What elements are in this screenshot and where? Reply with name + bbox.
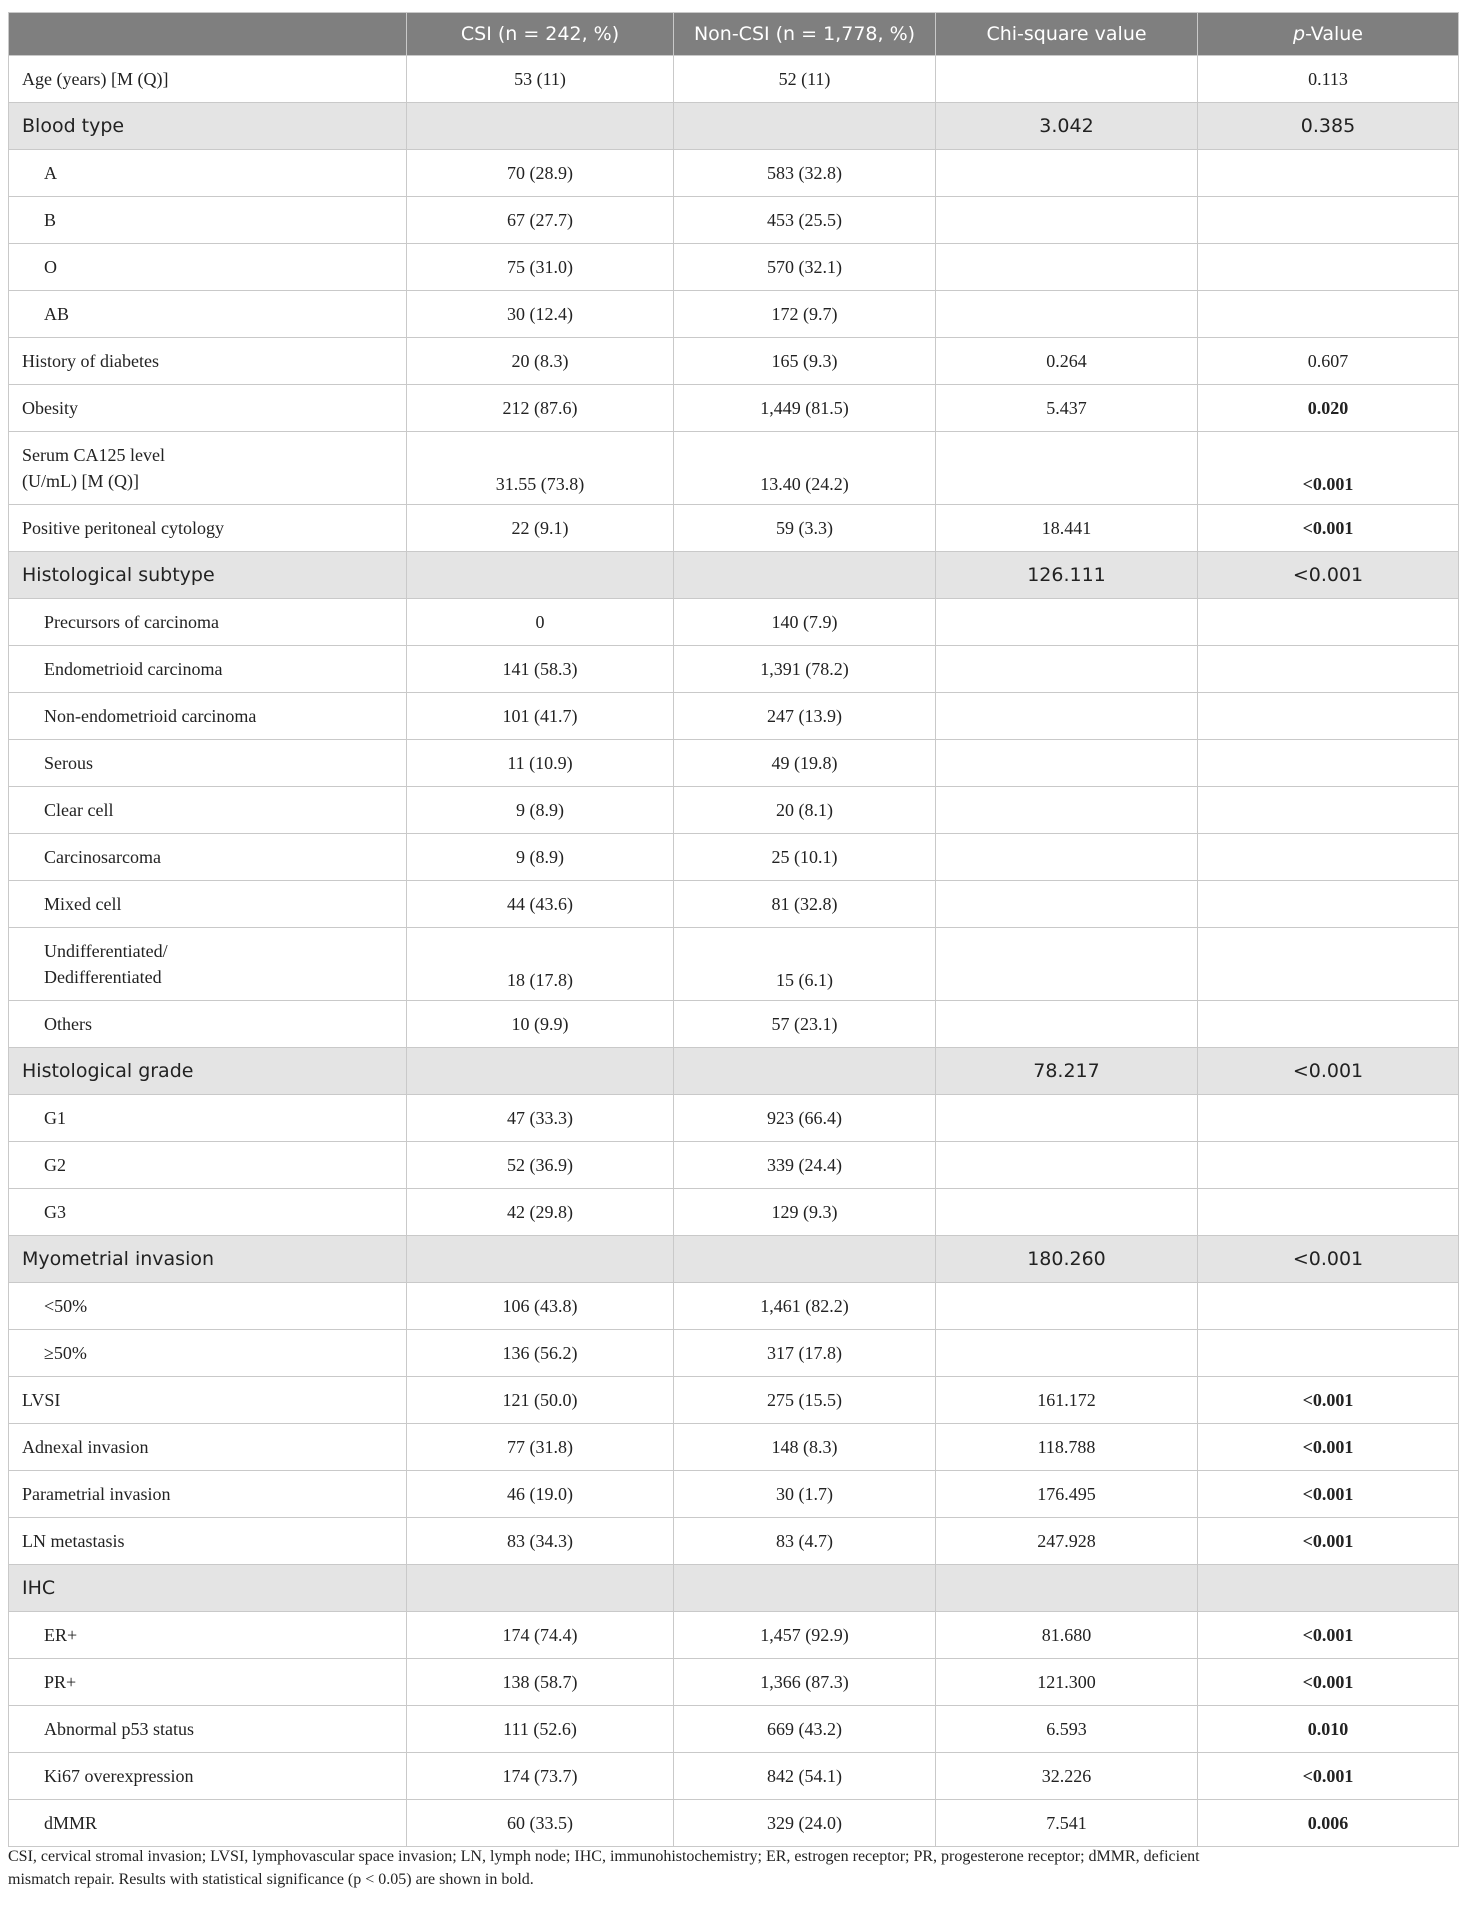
cell-p: <0.001 [1198, 1424, 1459, 1471]
cell-non-csi [674, 1048, 936, 1095]
row-label: Clear cell [9, 787, 407, 834]
cell-chi: 118.788 [936, 1424, 1198, 1471]
row-label: Carcinosarcoma [9, 834, 407, 881]
section-label: Myometrial invasion [9, 1236, 407, 1283]
cell-chi: 126.111 [936, 552, 1198, 599]
table-row [9, 928, 1459, 1001]
cell-chi: 32.226 [936, 1753, 1198, 1800]
cell-chi: 18.441 [936, 505, 1198, 552]
cell-chi [936, 1142, 1198, 1189]
cell-p: 0.607 [1198, 338, 1459, 385]
header-non-csi: Non-CSI (n = 1,778, %) [674, 13, 936, 56]
cell-chi [936, 150, 1198, 197]
cell-non-csi: 1,391 (78.2) [674, 646, 936, 693]
cell-chi: 81.680 [936, 1612, 1198, 1659]
header-chi-square: Chi-square value [936, 13, 1198, 56]
cell-non-csi: 923 (66.4) [674, 1095, 936, 1142]
row-label-line1: Undifferentiated/ [44, 941, 168, 961]
table-row [9, 505, 1459, 552]
cell-csi: 106 (43.8) [407, 1283, 674, 1330]
cell-p [1198, 693, 1459, 740]
row-label: Parametrial invasion [9, 1471, 407, 1518]
cell-p: 0.010 [1198, 1706, 1459, 1753]
cell-chi: 5.437 [936, 385, 1198, 432]
cell-non-csi: 81 (32.8) [674, 881, 936, 928]
cell-non-csi: 247 (13.9) [674, 693, 936, 740]
table-row [9, 1001, 1459, 1048]
cell-non-csi [674, 1236, 936, 1283]
cell-csi: 70 (28.9) [407, 150, 674, 197]
cell-chi: 3.042 [936, 103, 1198, 150]
cell-non-csi: 842 (54.1) [674, 1753, 936, 1800]
cell-p: 0.020 [1198, 385, 1459, 432]
cell-p: 0.006 [1198, 1800, 1459, 1847]
table-row [9, 1330, 1459, 1377]
cell-non-csi: 329 (24.0) [674, 1800, 936, 1847]
section-row [9, 552, 1459, 599]
cell-csi: 136 (56.2) [407, 1330, 674, 1377]
row-label: Positive peritoneal cytology [9, 505, 407, 552]
cell-csi: 0 [407, 599, 674, 646]
cell-p [1198, 244, 1459, 291]
footnote-line2: mismatch repair. Results with statistical significance (p < 0.05) are shown in bold. [8, 1871, 534, 1888]
cell-chi [936, 56, 1198, 103]
cell-csi: 75 (31.0) [407, 244, 674, 291]
table-row [9, 1095, 1459, 1142]
row-label: Ki67 overexpression [9, 1753, 407, 1800]
cell-csi: 101 (41.7) [407, 693, 674, 740]
cell-non-csi: 57 (23.1) [674, 1001, 936, 1048]
row-label-line1: Serum CA125 level [22, 445, 165, 465]
cell-chi [936, 646, 1198, 693]
cell-p: <0.001 [1198, 1471, 1459, 1518]
cell-non-csi: 20 (8.1) [674, 787, 936, 834]
cell-chi [936, 599, 1198, 646]
row-label: History of diabetes [9, 338, 407, 385]
cell-p [1198, 599, 1459, 646]
cell-non-csi: 1,461 (82.2) [674, 1283, 936, 1330]
cell-chi [936, 244, 1198, 291]
cell-p: 0.113 [1198, 56, 1459, 103]
row-label: O [9, 244, 407, 291]
cell-p [1198, 740, 1459, 787]
cell-chi: 6.593 [936, 1706, 1198, 1753]
cell-non-csi: 583 (32.8) [674, 150, 936, 197]
row-label: Age (years) [M (Q)] [9, 56, 407, 103]
section-row [9, 1048, 1459, 1095]
table-row [9, 1471, 1459, 1518]
cell-p [1198, 646, 1459, 693]
cell-chi [936, 693, 1198, 740]
cell-chi: 78.217 [936, 1048, 1198, 1095]
cell-p: <0.001 [1198, 505, 1459, 552]
cell-non-csi: 129 (9.3) [674, 1189, 936, 1236]
cell-csi: 67 (27.7) [407, 197, 674, 244]
header-csi: CSI (n = 242, %) [407, 13, 674, 56]
cell-chi: 180.260 [936, 1236, 1198, 1283]
table-row [9, 1659, 1459, 1706]
cell-csi: 11 (10.9) [407, 740, 674, 787]
cell-p: <0.001 [1198, 1753, 1459, 1800]
cell-p [1198, 150, 1459, 197]
cell-chi [936, 740, 1198, 787]
cell-csi: 53 (11) [407, 56, 674, 103]
row-label: Endometrioid carcinoma [9, 646, 407, 693]
table-row [9, 1518, 1459, 1565]
cell-csi: 174 (74.4) [407, 1612, 674, 1659]
table-row [9, 1189, 1459, 1236]
cell-non-csi: 172 (9.7) [674, 291, 936, 338]
row-label: AB [9, 291, 407, 338]
cell-chi [936, 1283, 1198, 1330]
cell-non-csi: 1,366 (87.3) [674, 1659, 936, 1706]
row-label-line2: (U/mL) [M (Q)] [22, 471, 139, 491]
cell-chi [936, 928, 1198, 1001]
cell-csi: 141 (58.3) [407, 646, 674, 693]
cell-csi [407, 103, 674, 150]
cell-chi [936, 1565, 1198, 1612]
cell-chi: 121.300 [936, 1659, 1198, 1706]
row-label: G2 [9, 1142, 407, 1189]
cell-csi [407, 552, 674, 599]
table-row [9, 291, 1459, 338]
table-row [9, 1283, 1459, 1330]
data-table [8, 12, 1459, 1847]
cell-csi [407, 1565, 674, 1612]
cell-csi: 77 (31.8) [407, 1424, 674, 1471]
row-label: Precursors of carcinoma [9, 599, 407, 646]
cell-chi [936, 1189, 1198, 1236]
table-row [9, 1424, 1459, 1471]
header-p-italic: p [1293, 23, 1306, 45]
row-label: Non-endometrioid carcinoma [9, 693, 407, 740]
cell-csi: 121 (50.0) [407, 1377, 674, 1424]
cell-non-csi: 30 (1.7) [674, 1471, 936, 1518]
cell-csi: 83 (34.3) [407, 1518, 674, 1565]
row-label: Mixed cell [9, 881, 407, 928]
cell-csi: 18 (17.8) [407, 928, 674, 1001]
cell-csi [407, 1048, 674, 1095]
cell-p: 0.385 [1198, 103, 1459, 150]
row-label: dMMR [9, 1800, 407, 1847]
table-row [9, 1800, 1459, 1847]
cell-chi: 7.541 [936, 1800, 1198, 1847]
cell-non-csi: 25 (10.1) [674, 834, 936, 881]
section-label: IHC [9, 1565, 407, 1612]
cell-p: <0.001 [1198, 1048, 1459, 1095]
cell-csi: 60 (33.5) [407, 1800, 674, 1847]
table-container [8, 12, 1458, 1847]
cell-non-csi: 317 (17.8) [674, 1330, 936, 1377]
section-row [9, 1236, 1459, 1283]
cell-non-csi: 1,449 (81.5) [674, 385, 936, 432]
row-label: Serous [9, 740, 407, 787]
header-p-value [1198, 13, 1459, 56]
cell-chi: 161.172 [936, 1377, 1198, 1424]
table-row [9, 197, 1459, 244]
table-row [9, 1377, 1459, 1424]
table-row [9, 338, 1459, 385]
section-label: Histological grade [9, 1048, 407, 1095]
section-label: Blood type [9, 103, 407, 150]
cell-csi [407, 1236, 674, 1283]
cell-p: <0.001 [1198, 432, 1459, 505]
table-row [9, 646, 1459, 693]
cell-csi: 9 (8.9) [407, 834, 674, 881]
cell-chi [936, 1330, 1198, 1377]
row-label [9, 928, 407, 1001]
cell-chi [936, 432, 1198, 505]
cell-csi: 9 (8.9) [407, 787, 674, 834]
cell-p: <0.001 [1198, 1518, 1459, 1565]
table-row [9, 1706, 1459, 1753]
table-row [9, 834, 1459, 881]
table-row [9, 56, 1459, 103]
cell-p [1198, 834, 1459, 881]
row-label: Adnexal invasion [9, 1424, 407, 1471]
cell-p [1198, 881, 1459, 928]
cell-p [1198, 1565, 1459, 1612]
cell-csi: 30 (12.4) [407, 291, 674, 338]
cell-p [1198, 1283, 1459, 1330]
section-label: Histological subtype [9, 552, 407, 599]
header-row [9, 13, 1459, 56]
cell-non-csi: 59 (3.3) [674, 505, 936, 552]
cell-csi: 174 (73.7) [407, 1753, 674, 1800]
cell-chi [936, 1001, 1198, 1048]
table-row [9, 1753, 1459, 1800]
row-label: <50% [9, 1283, 407, 1330]
cell-non-csi: 52 (11) [674, 56, 936, 103]
cell-non-csi: 339 (24.4) [674, 1142, 936, 1189]
cell-non-csi: 669 (43.2) [674, 1706, 936, 1753]
cell-chi [936, 291, 1198, 338]
table-footnote [8, 1845, 1458, 1891]
cell-p [1198, 197, 1459, 244]
cell-non-csi [674, 1565, 936, 1612]
row-label: G1 [9, 1095, 407, 1142]
cell-chi: 247.928 [936, 1518, 1198, 1565]
cell-non-csi: 83 (4.7) [674, 1518, 936, 1565]
table-row [9, 1612, 1459, 1659]
cell-p [1198, 787, 1459, 834]
cell-chi: 0.264 [936, 338, 1198, 385]
cell-non-csi: 148 (8.3) [674, 1424, 936, 1471]
table-row [9, 244, 1459, 291]
row-label: LN metastasis [9, 1518, 407, 1565]
cell-chi [936, 834, 1198, 881]
table-row [9, 787, 1459, 834]
cell-non-csi [674, 103, 936, 150]
row-label: ER+ [9, 1612, 407, 1659]
header-p-rest: -Value [1305, 23, 1363, 45]
cell-csi: 212 (87.6) [407, 385, 674, 432]
cell-csi: 44 (43.6) [407, 881, 674, 928]
cell-non-csi: 165 (9.3) [674, 338, 936, 385]
cell-p [1198, 1001, 1459, 1048]
cell-non-csi: 1,457 (92.9) [674, 1612, 936, 1659]
cell-chi [936, 1095, 1198, 1142]
table-row [9, 385, 1459, 432]
cell-non-csi: 140 (7.9) [674, 599, 936, 646]
table-row [9, 150, 1459, 197]
row-label: Abnormal p53 status [9, 1706, 407, 1753]
row-label [9, 432, 407, 505]
cell-p: <0.001 [1198, 552, 1459, 599]
row-label: G3 [9, 1189, 407, 1236]
cell-p [1198, 1330, 1459, 1377]
cell-csi: 138 (58.7) [407, 1659, 674, 1706]
row-label: ≥50% [9, 1330, 407, 1377]
cell-non-csi: 15 (6.1) [674, 928, 936, 1001]
cell-csi: 52 (36.9) [407, 1142, 674, 1189]
table-row [9, 881, 1459, 928]
cell-p [1198, 291, 1459, 338]
cell-csi: 20 (8.3) [407, 338, 674, 385]
cell-p: <0.001 [1198, 1377, 1459, 1424]
cell-csi: 42 (29.8) [407, 1189, 674, 1236]
row-label: B [9, 197, 407, 244]
cell-csi: 31.55 (73.8) [407, 432, 674, 505]
row-label: LVSI [9, 1377, 407, 1424]
cell-p [1198, 1189, 1459, 1236]
table-row [9, 432, 1459, 505]
section-row [9, 103, 1459, 150]
cell-csi: 111 (52.6) [407, 1706, 674, 1753]
row-label: Others [9, 1001, 407, 1048]
row-label-line2: Dedifferentiated [44, 967, 162, 987]
cell-p [1198, 928, 1459, 1001]
cell-p: <0.001 [1198, 1236, 1459, 1283]
row-label: Obesity [9, 385, 407, 432]
cell-csi: 47 (33.3) [407, 1095, 674, 1142]
header-variable [9, 13, 407, 56]
cell-p [1198, 1142, 1459, 1189]
cell-csi: 22 (9.1) [407, 505, 674, 552]
cell-chi [936, 881, 1198, 928]
cell-non-csi: 570 (32.1) [674, 244, 936, 291]
cell-chi [936, 197, 1198, 244]
cell-non-csi [674, 552, 936, 599]
cell-non-csi: 453 (25.5) [674, 197, 936, 244]
table-row [9, 1142, 1459, 1189]
cell-p [1198, 1095, 1459, 1142]
row-label: PR+ [9, 1659, 407, 1706]
cell-chi: 176.495 [936, 1471, 1198, 1518]
table-row [9, 740, 1459, 787]
cell-non-csi: 49 (19.8) [674, 740, 936, 787]
table-row [9, 693, 1459, 740]
table-row [9, 599, 1459, 646]
cell-non-csi: 275 (15.5) [674, 1377, 936, 1424]
footnote-line1: CSI, cervical stromal invasion; LVSI, lymphovascular space invasion; LN, lymph node; IHC, immunohistochemistry; ER, estrogen receptor; PR, progesterone receptor; dMMR, deficient [8, 1848, 1200, 1865]
cell-csi: 46 (19.0) [407, 1471, 674, 1518]
cell-csi: 10 (9.9) [407, 1001, 674, 1048]
row-label: A [9, 150, 407, 197]
section-row [9, 1565, 1459, 1612]
cell-p: <0.001 [1198, 1612, 1459, 1659]
cell-p: <0.001 [1198, 1659, 1459, 1706]
cell-chi [936, 787, 1198, 834]
cell-non-csi: 13.40 (24.2) [674, 432, 936, 505]
